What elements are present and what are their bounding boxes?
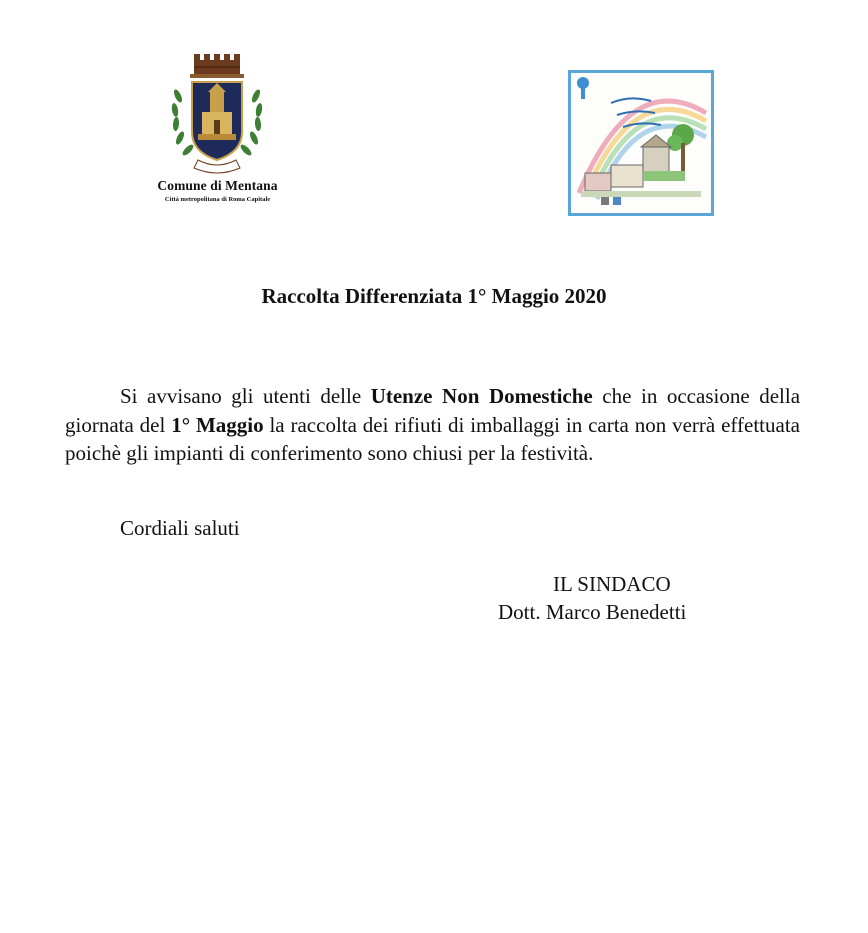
- document-title: Raccolta Differenziata 1° Maggio 2020: [261, 284, 607, 308]
- notice-paragraph: [65, 382, 800, 468]
- signature-role: IL SINDACO: [553, 572, 671, 596]
- greeting: Cordiali saluti: [120, 516, 240, 540]
- paragraph-text: che in occasione della giornata del: [65, 384, 801, 437]
- paragraph-bold-utenze: Utenze Non Domestiche: [370, 384, 593, 408]
- differenziare-conviene-migliorare-mentana-logo-icon: [571, 73, 711, 213]
- comune-logo: [140, 52, 295, 212]
- paragraph-bold-date: 1° Maggio: [171, 412, 264, 437]
- differenziata-logo: [568, 70, 714, 216]
- comune-di-mentana-coat-of-arms-icon: [168, 52, 266, 180]
- paragraph-text: Si avvisano gli utenti delle: [120, 384, 371, 408]
- comune-name: Comune di Mentana: [157, 178, 278, 193]
- signature-name: Dott. Marco Benedetti: [498, 600, 687, 624]
- comune-subtitle: Città metropolitana di Roma Capitale: [164, 196, 271, 203]
- paragraph-text: la raccolta dei rifiuti di imballaggi in carta non verrà effettuata poichè gli impianti di conferimento sono chiusi per la festività.: [65, 412, 800, 465]
